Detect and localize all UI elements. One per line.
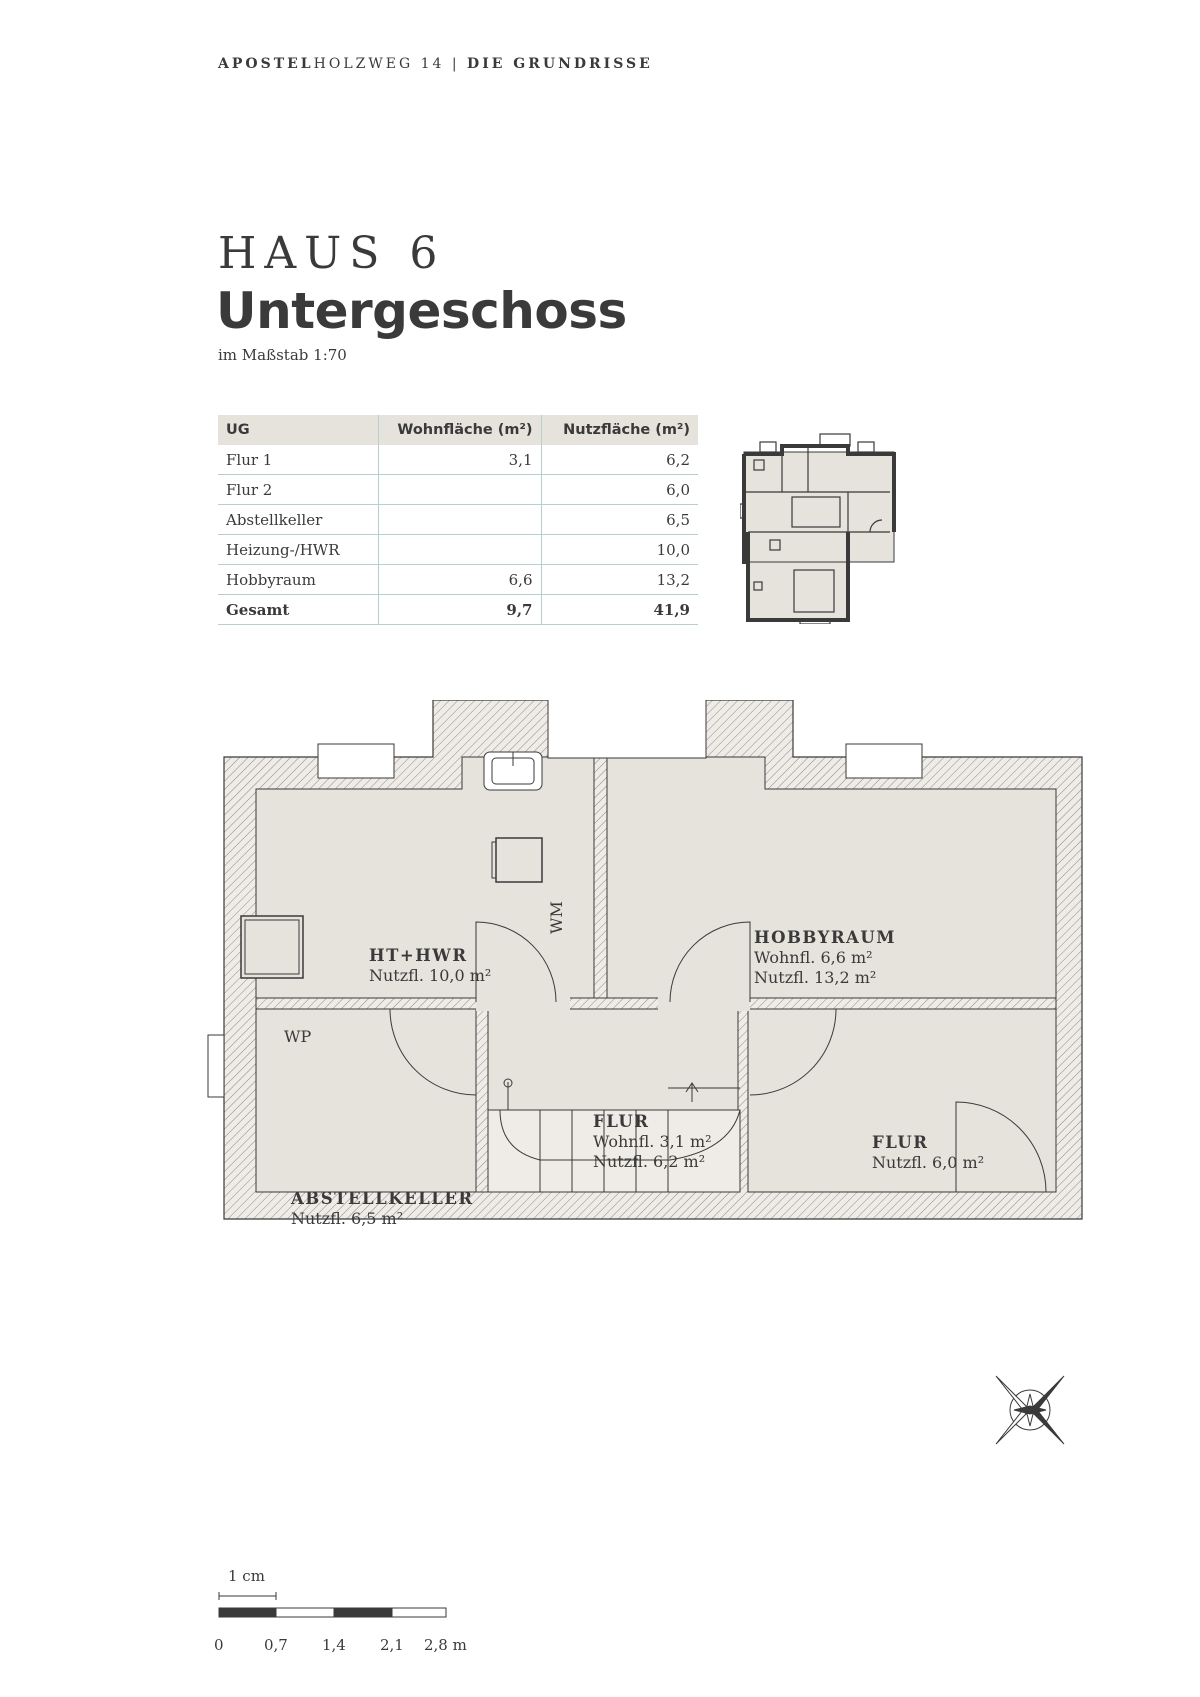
- scale-tick: 0: [214, 1636, 224, 1654]
- scale-tick: 0,7: [264, 1636, 288, 1654]
- table-cell: [378, 475, 541, 505]
- room-label-abstell: [291, 1189, 474, 1229]
- header-part1: APOSTEL: [218, 56, 314, 72]
- house-title: HAUS 6: [218, 228, 446, 279]
- area-table: [218, 415, 698, 625]
- room-area: Wohnfl. 6,6 m²: [754, 948, 873, 967]
- scale-note: im Maßstab 1:70: [218, 346, 347, 364]
- floor-title: Untergeschoss: [216, 282, 627, 340]
- table-cell: Abstellkeller: [218, 505, 378, 535]
- wm-box: [496, 838, 542, 882]
- room-label-flur2: [872, 1133, 984, 1173]
- table-row: [218, 565, 698, 595]
- table-row: [218, 535, 698, 565]
- compass-rose-icon: [990, 1370, 1070, 1450]
- room-area: Nutzfl. 13,2 m²: [754, 968, 877, 987]
- table-cell: Flur 1: [218, 445, 378, 475]
- table-header-cell: Nutzfläche (m²): [541, 415, 698, 445]
- scale-tick: 2,8 m: [424, 1636, 467, 1654]
- interior-wall-vertical: [594, 757, 607, 998]
- table-cell: Heizung-/HWR: [218, 535, 378, 565]
- room-area: Wohnfl. 3,1 m²: [593, 1132, 712, 1151]
- table-row: [218, 505, 698, 535]
- room-name: HT+HWR: [369, 946, 468, 965]
- scalebar-unit: 1 cm: [228, 1567, 265, 1585]
- scalebar: [218, 1590, 448, 1620]
- table-header-row: [218, 415, 698, 445]
- scale-tick: 1,4: [322, 1636, 346, 1654]
- window-top-right: [846, 744, 922, 778]
- table-header-cell: UG: [218, 415, 378, 445]
- room-label-flur1: [593, 1112, 712, 1172]
- interior-wall-abstell: [476, 1009, 488, 1192]
- table-cell: Hobbyraum: [218, 565, 378, 595]
- wm-label: WM: [547, 901, 566, 934]
- table-cell: 9,7: [378, 595, 541, 625]
- room-name: FLUR: [593, 1112, 650, 1131]
- table-cell: Gesamt: [218, 595, 378, 625]
- room-label-hobby: [754, 928, 896, 988]
- table-cell: 6,2: [541, 445, 698, 475]
- wp-box: [241, 916, 303, 978]
- table-row: [218, 445, 698, 475]
- scale-tick: 2,1: [380, 1636, 404, 1654]
- table-row: [218, 475, 698, 505]
- header-separator: |: [451, 56, 460, 72]
- window-left: [208, 1035, 224, 1097]
- table-cell: 13,2: [541, 565, 698, 595]
- room-area: Nutzfl. 10,0 m²: [369, 966, 492, 985]
- table-total-row: [218, 595, 698, 625]
- table-cell: [378, 535, 541, 565]
- window-top-center: [548, 700, 706, 758]
- table-cell: 6,5: [541, 505, 698, 535]
- table-cell: 6,6: [378, 565, 541, 595]
- table-cell: 10,0: [541, 535, 698, 565]
- header-part3: DIE GRUNDRISSE: [467, 56, 653, 72]
- room-area: Nutzfl. 6,0 m²: [872, 1153, 985, 1172]
- page-header: [218, 56, 653, 72]
- window-top-left: [318, 744, 394, 778]
- header-part2: HOLZWEG 14: [313, 56, 445, 72]
- room-area: Nutzfl. 6,5 m²: [291, 1209, 404, 1228]
- sink-fixture: [484, 752, 542, 790]
- table-cell: 41,9: [541, 595, 698, 625]
- room-name: ABSTELLKELLER: [291, 1189, 474, 1208]
- table-cell: Flur 2: [218, 475, 378, 505]
- room-name: FLUR: [872, 1133, 929, 1152]
- key-plan-thumbnail: [740, 432, 900, 624]
- table-cell: 6,0: [541, 475, 698, 505]
- room-label-hthwr: [369, 946, 491, 986]
- table-cell: [378, 505, 541, 535]
- room-area: Nutzfl. 6,2 m²: [593, 1152, 706, 1171]
- wp-label: WP: [284, 1027, 312, 1046]
- interior-wall-horizontal: [256, 998, 1056, 1009]
- table-cell: 3,1: [378, 445, 541, 475]
- table-header-cell: Wohnfläche (m²): [378, 415, 541, 445]
- room-name: HOBBYRAUM: [754, 928, 897, 947]
